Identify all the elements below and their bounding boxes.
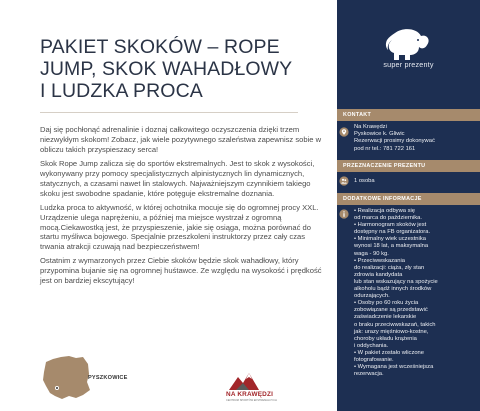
section-header-recipients: PRZEZNACZENIE PREZENTU — [337, 160, 480, 172]
info-line: zaświadczenie lekarskie — [354, 314, 417, 321]
info-line: • W pakiet zostało wliczone — [354, 349, 425, 356]
description-paragraph: Daj się pochłonąć adrenalinie i doznaj całkowitego oczyszczenia dzięki trzem niezwykłym skokom! Zobacz, jak wiele pozytywnego szaleństwa zapewnisz sobie w obliczu takich przyspieszacy serca! — [40, 125, 322, 154]
info-line: • Wymagana jest wcześniejsza — [354, 364, 434, 371]
info-line: lub stan wskazujący na spożycie — [354, 278, 438, 285]
info-line: rezerwacja. — [354, 371, 384, 378]
info-line: jak: urazy mięśniowo-kostne, — [354, 328, 429, 335]
info-icon — [339, 209, 349, 219]
info-line: • Osoby po 60 roku życia — [354, 300, 419, 307]
info-line: zobowiązane są przedstawić — [354, 307, 428, 314]
info-line: • Harmonogram skoków jest — [354, 222, 427, 229]
contact-line: Rezerwacji prosimy dokonywać — [354, 138, 435, 145]
partner-tagline: CENTRUM SPORTÓW EKSTREMALNYCH — [226, 399, 277, 402]
description-paragraph: Skok Rope Jump zalicza się do sportów ekstremalnych. Jest to skok z wysokości, wykonywany przy pomocy specjalistycznych alpinistycznych lin dynamicznych, statycznych, a czasami nawet lin stalowych. Najważniejszym czynnikiem takiego skoku jest swobodne spadanie, które potęguje ekstremalne doznania. — [40, 158, 315, 198]
info-line: od marca do października. — [354, 215, 422, 222]
na-krawedzi-logo-icon — [225, 368, 265, 408]
info-line: o braku przeciwwskazań, takich — [354, 321, 436, 328]
section-header-contact: KONTAKT — [337, 109, 480, 121]
info-line: waga - 90 kg. — [354, 250, 389, 257]
title-divider — [40, 112, 298, 113]
brand-name: super prezenty — [383, 60, 434, 69]
info-line: alkoholu bądź innych środków — [354, 286, 432, 293]
contact-line: Na Krawędzi — [354, 124, 387, 130]
info-line: odurzających. — [354, 293, 390, 300]
info-line: do realizacji: ciąża, zły stan — [354, 264, 425, 271]
title-line-2: JUMP, SKOK WAHADŁOWY — [40, 58, 293, 80]
description-paragraph: Ostatnim z wymarzonych przez Ciebie skoków będzie skok wahadłowy, który przypomina bujanie się na ogromnej huśtawce. Ze względu na wysokość i prędkość jest on bardziej ekscytujący! — [40, 256, 322, 286]
info-line: zdrowia kandydata — [354, 271, 403, 278]
info-line: • Minimalny wiek uczestnika — [354, 236, 426, 243]
page-title — [40, 36, 330, 102]
additional-info-list — [354, 208, 477, 378]
description-paragraph: Ludzka proca to aktywność, w której ochotnika mocuje się do ogromnej procy XXL. Urządzenie ulega naprężeniu, a później ma miejsce wystrzał z ogromną mocą.Ciekawostką jest, że przyspieszenie, jakie się osiąga, można porównać do startu myśliwca bojowego. Specjalnie przeszkoleni instruktorzy przez cały czas trwania atrakcji czuwają nad bezpieczeństwem! — [40, 202, 319, 252]
recipients-count: 1 osoba — [354, 178, 375, 184]
section-header-info: DODATKOWE INFORMACJE — [337, 193, 480, 205]
description — [40, 125, 322, 290]
contact-line: Pyskowice k. Gliwic — [354, 131, 405, 138]
poland-map-icon — [38, 352, 92, 402]
title-line-1: PAKIET SKOKÓW – ROPE — [40, 36, 280, 58]
contact-details — [354, 124, 477, 153]
people-icon — [339, 176, 349, 186]
location-pin-icon — [339, 127, 349, 137]
info-line: • Przeciwwskazania — [354, 257, 405, 264]
info-line: dostępny na FB organizatora. — [354, 229, 431, 236]
title-line-3: I LUDZKA PROCA — [40, 80, 203, 102]
info-line: fotografowanie. — [354, 356, 394, 363]
partner-name: NA KRAWĘDZI — [226, 391, 274, 398]
info-line: i oddychania. — [354, 342, 389, 349]
contact-line: pod nr tel.: 781 722 161 — [354, 145, 416, 152]
info-line: wynosi 18 lat, a maksymalna — [354, 243, 429, 250]
info-line: choroby układu krążenia — [354, 335, 417, 342]
info-line: • Realizacja odbywa się — [354, 208, 415, 214]
location-label: PYSZKOWICE — [88, 375, 128, 381]
